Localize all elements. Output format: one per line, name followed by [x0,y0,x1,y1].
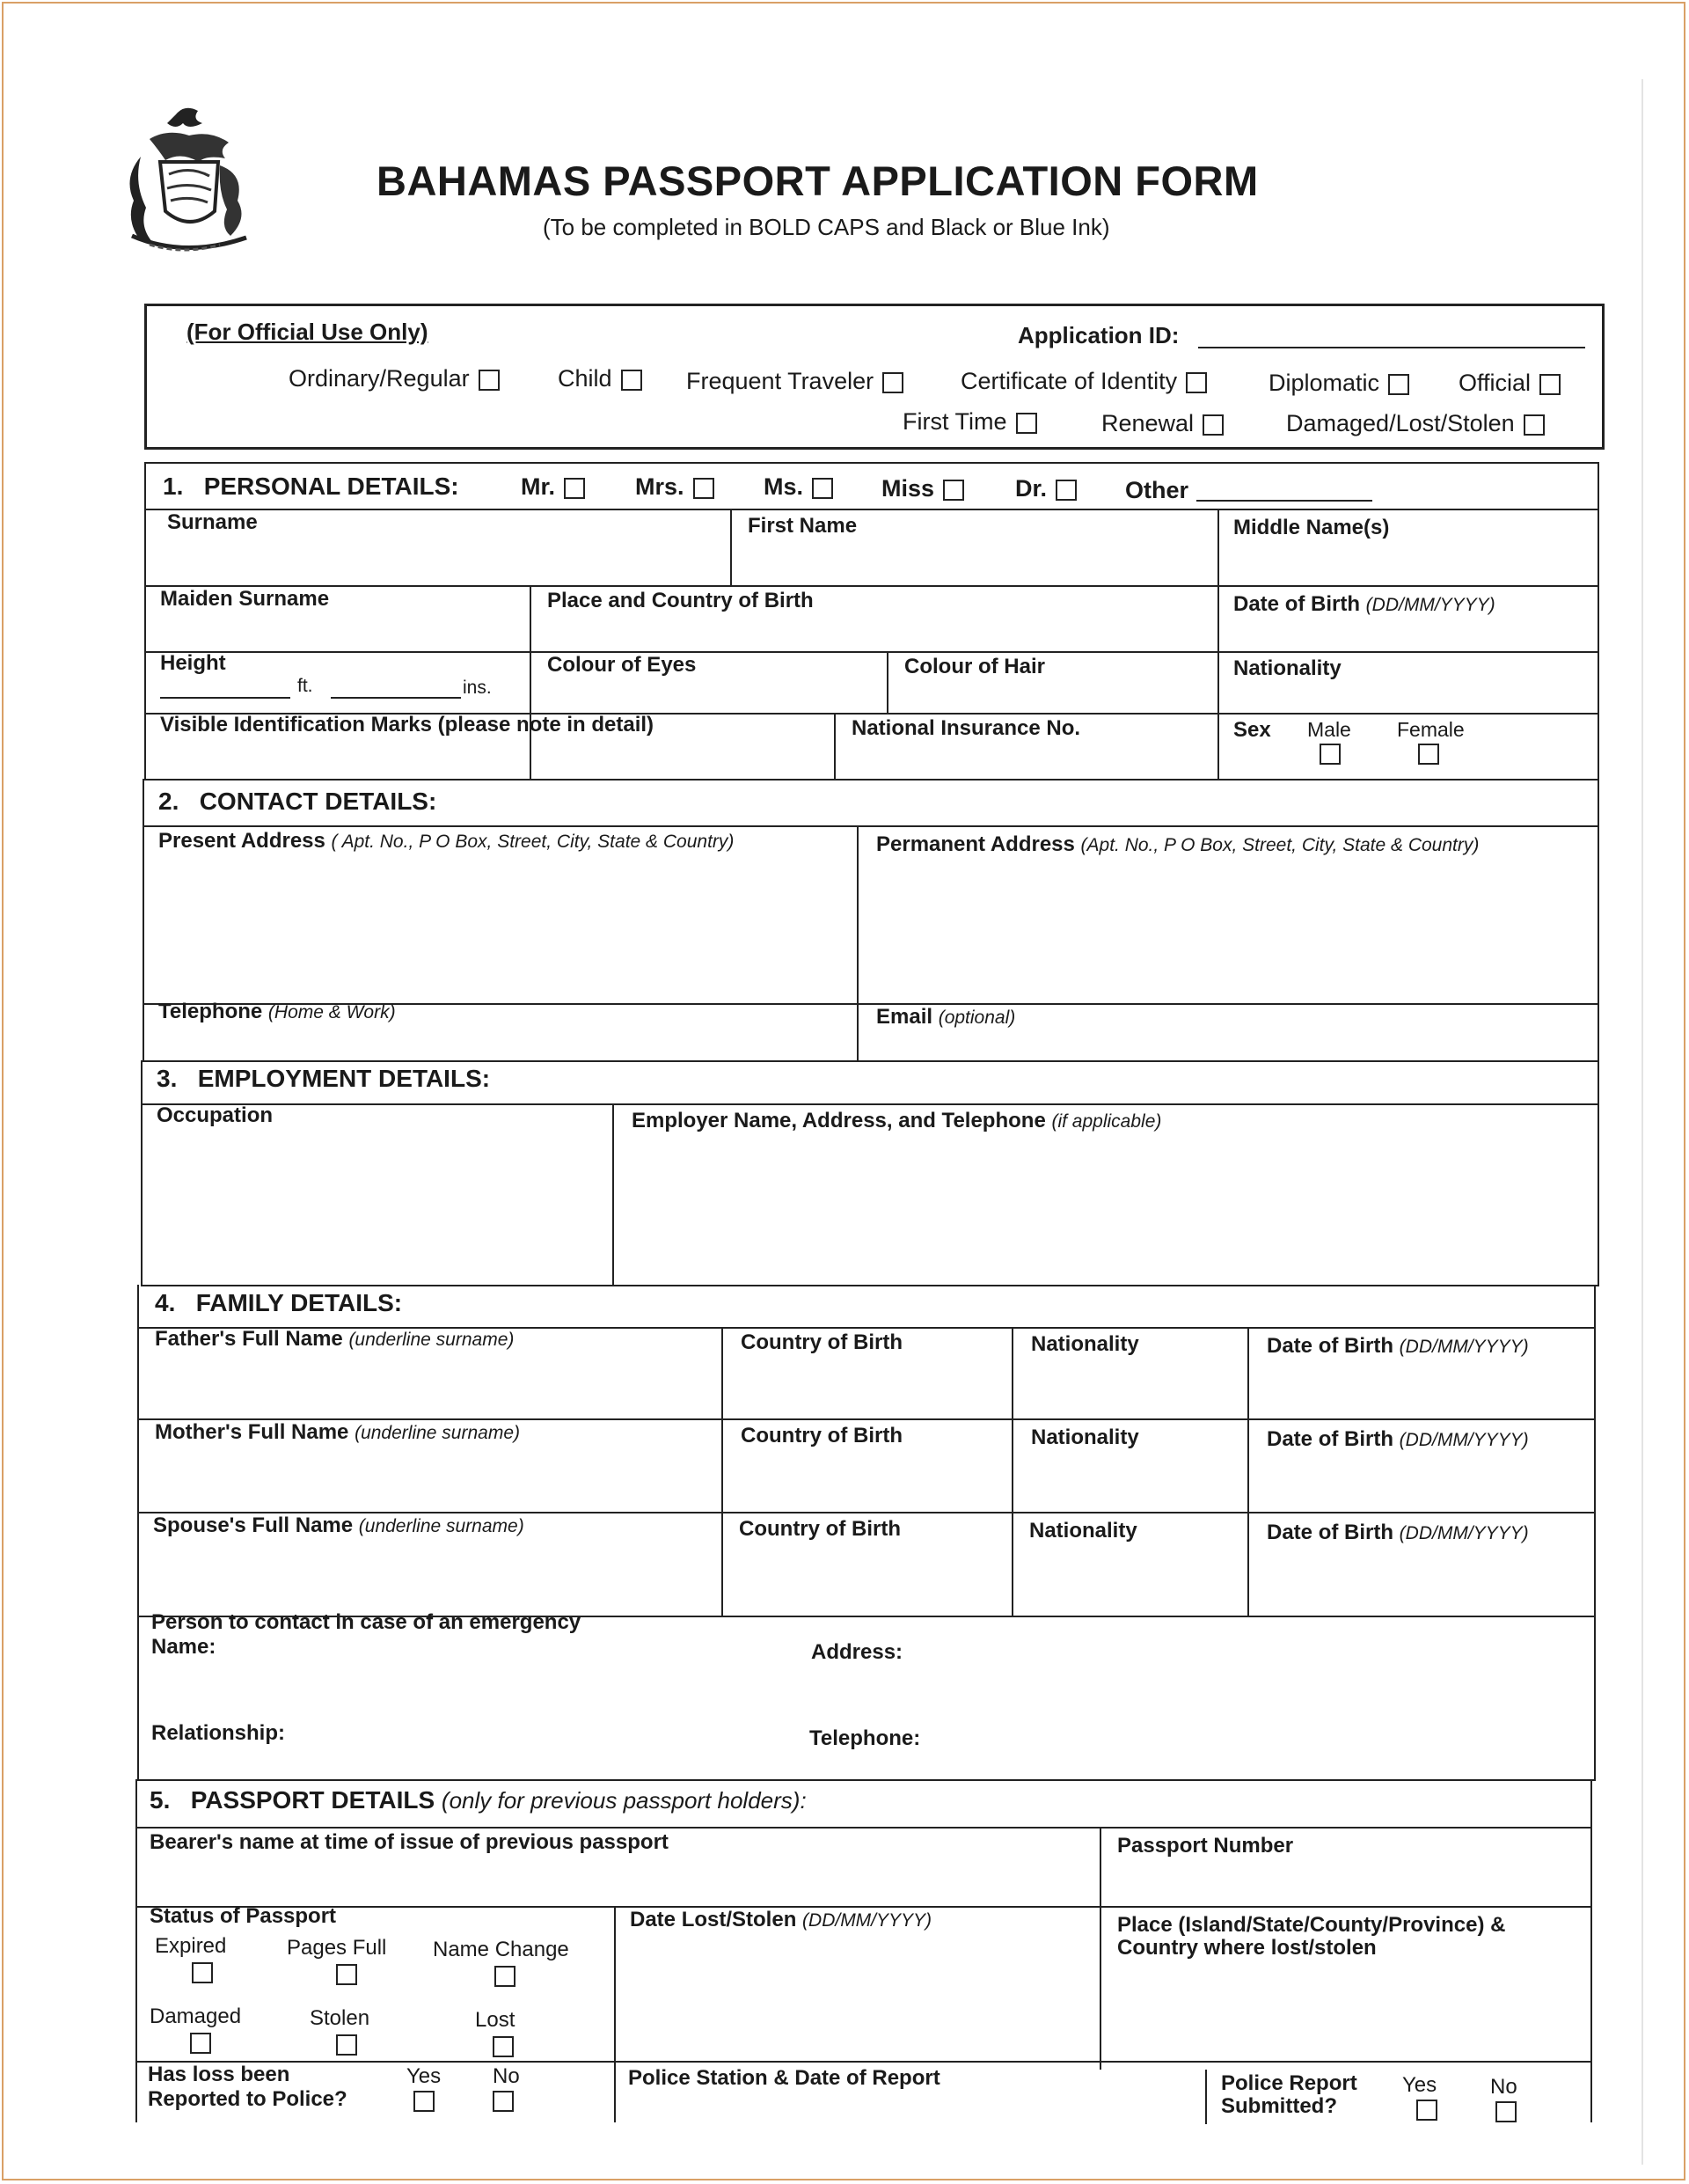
police-station-field[interactable] [618,2094,1198,2121]
police-report-no-label: No [1490,2075,1517,2099]
has-loss-label-2: Reported to Police? [148,2087,347,2111]
mother-name-label: Mother's Full Name (underline surname) [155,1420,521,1444]
middle-name-field[interactable] [1221,540,1596,584]
frequent-traveler-checkbox[interactable] [882,372,903,393]
passport-status-label: Status of Passport [150,1904,337,1928]
type-official[interactable]: Official [1459,370,1561,397]
marks-label: Visible Identification Marks (please note in detail) [160,713,654,737]
mr-checkbox[interactable] [564,478,585,499]
employer-label: Employer Name, Address, and Telephone (if applicable) [632,1109,1162,1132]
emergency-telephone-field[interactable] [938,1726,1575,1762]
occupation-field[interactable] [144,1137,609,1283]
colour-eyes-field[interactable] [533,683,883,713]
mrs-checkbox[interactable] [693,478,714,499]
expired-checkbox[interactable] [192,1962,213,1983]
passport-number-label: Passport Number [1117,1834,1294,1858]
mother-nationality-label: Nationality [1031,1425,1139,1449]
type-child[interactable]: Child [558,365,642,392]
spouse-name-field[interactable] [141,1545,718,1616]
title-mrs[interactable]: Mrs. [635,473,714,501]
date-lost-label: Date Lost/Stolen (DD/MM/YYYY) [630,1908,932,1931]
official-checkbox[interactable] [1539,374,1561,395]
section-3-heading: 3. EMPLOYMENT DETAILS: [157,1065,491,1092]
other-line[interactable] [1196,500,1372,502]
child-checkbox[interactable] [621,370,642,391]
father-nationality-field[interactable] [1015,1362,1244,1418]
surname-field[interactable] [146,540,727,584]
national-insurance-label: National Insurance No. [852,716,1081,740]
mother-dob-field[interactable] [1251,1457,1592,1512]
emergency-relationship-label: Relationship: [151,1721,286,1745]
section-4-heading: 4. FAMILY DETAILS: [155,1289,403,1316]
email-label: Email (optional) [876,1005,1016,1029]
email-field[interactable] [860,1031,1596,1059]
emergency-address-label: Address: [811,1640,903,1664]
official-use-label: (For Official Use Only) [186,319,428,345]
police-report-yes-checkbox[interactable] [1416,2100,1437,2121]
mother-country-birth-field[interactable] [725,1455,1008,1512]
police-station-label: Police Station & Date of Report [628,2066,940,2090]
ft-unit: ft. [297,676,313,696]
police-report-label-1: Police Report [1221,2071,1357,2095]
police-report-label-2: Submitted? [1221,2094,1337,2118]
colour-eyes-label: Colour of Eyes [547,653,697,677]
place-birth-label: Place and Country of Birth [547,589,814,612]
reported-yes-label: Yes [406,2064,442,2088]
spouse-dob-field[interactable] [1251,1550,1592,1616]
title-ms[interactable]: Ms. [764,473,833,501]
section-1-heading: 1. PERSONAL DETAILS: [163,473,459,500]
nationality-field[interactable] [1221,685,1596,713]
height-ins-field[interactable] [331,697,461,699]
pages-full-checkbox[interactable] [336,1964,357,1985]
type-certificate-identity[interactable]: Certificate of Identity [961,368,1207,395]
type-ordinary[interactable]: Ordinary/Regular [289,365,500,392]
maiden-surname-label: Maiden Surname [160,587,330,611]
father-dob-field[interactable] [1251,1364,1592,1418]
emergency-telephone-label: Telephone: [809,1726,921,1750]
bearer-name-label: Bearer's name at time of issue of previous passport [150,1830,669,1854]
telephone-field[interactable] [146,1030,853,1059]
mother-country-birth-label: Country of Birth [741,1424,903,1447]
application-id-line [1198,347,1585,348]
spouse-nationality-field[interactable] [1015,1549,1244,1616]
male-label: Male [1307,718,1351,741]
place-lost-label-1: Place (Island/State/County/Province) & [1117,1913,1506,1937]
diplomatic-checkbox[interactable] [1388,374,1409,395]
lost-checkbox[interactable] [493,2036,514,2057]
miss-checkbox[interactable] [943,480,964,501]
employer-field[interactable] [616,1140,1596,1283]
bahamas-coat-of-arms-emblem [114,104,255,258]
male-checkbox[interactable] [1320,744,1341,765]
telephone-label: Telephone (Home & Work) [158,1000,396,1023]
emergency-contact-label: Person to contact in case of an emergency [151,1610,581,1634]
stolen-checkbox[interactable] [336,2034,357,2056]
permanent-address-label: Permanent Address (Apt. No., P O Box, Street, City, State & Country) [876,832,1480,856]
certificate-identity-checkbox[interactable] [1186,372,1207,393]
first-name-field[interactable] [734,540,1214,584]
nationality-label: Nationality [1233,656,1342,680]
name-change-label: Name Change [433,1938,569,1961]
father-country-birth-label: Country of Birth [741,1330,903,1354]
pages-full-label: Pages Full [287,1936,387,1960]
father-nationality-label: Nationality [1031,1332,1139,1356]
place-birth-field[interactable] [533,616,1214,651]
dob-field[interactable] [1221,621,1596,651]
name-change-checkbox[interactable] [494,1966,515,1987]
damaged-label: Damaged [150,2004,242,2028]
title-mr[interactable]: Mr. [521,473,585,501]
middle-name-label: Middle Name(s) [1233,516,1390,539]
ordinary-checkbox[interactable] [479,370,500,391]
present-address-field[interactable] [146,862,853,1003]
father-name-label: Father's Full Name (underline surname) [155,1327,515,1351]
form-title: BAHAMAS PASSPORT APPLICATION FORM [377,158,1259,204]
height-ft-field[interactable] [160,697,290,699]
renewal-checkbox[interactable] [1203,414,1224,436]
section-5-heading: 5. PASSPORT DETAILS (only for previous passport holders): [150,1786,807,1814]
dob-label: Date of Birth (DD/MM/YYYY) [1233,592,1495,616]
spouse-nationality-label: Nationality [1029,1519,1137,1543]
spouse-country-birth-label: Country of Birth [739,1517,901,1541]
passport-number-field[interactable] [1103,1864,1589,1904]
reported-no-label: No [493,2064,520,2088]
title-other: Other [1125,477,1189,503]
spouse-name-label: Spouse's Full Name (underline surname) [153,1513,524,1537]
police-report-yes-label: Yes [1402,2073,1437,2097]
status-renewal[interactable]: Renewal [1101,410,1224,437]
ins-unit: ins. [463,678,492,698]
stolen-label: Stolen [310,2006,370,2030]
permanent-address-field[interactable] [860,866,1596,1003]
first-name-label: First Name [748,514,858,538]
mother-name-field[interactable] [141,1452,718,1512]
reported-yes-checkbox[interactable] [413,2091,435,2112]
type-frequent-traveler[interactable]: Frequent Traveler [686,368,903,395]
father-name-field[interactable] [141,1359,718,1418]
expired-label: Expired [155,1934,227,1958]
female-label: Female [1397,718,1465,741]
has-loss-label-1: Has loss been [148,2063,290,2086]
emergency-name-label: Name: [151,1635,216,1659]
mother-dob-label: Date of Birth (DD/MM/YYYY) [1267,1427,1529,1451]
title-miss[interactable]: Miss [881,475,964,502]
title-dr[interactable]: Dr. [1015,475,1077,502]
application-id-label: Application ID: [1018,322,1180,348]
type-diplomatic[interactable]: Diplomatic [1269,370,1409,397]
occupation-label: Occupation [157,1103,274,1127]
status-first-time[interactable]: First Time [903,408,1037,436]
reported-no-checkbox[interactable] [493,2091,514,2112]
mother-nationality-field[interactable] [1015,1455,1244,1512]
place-lost-label-2: Country where lost/stolen [1117,1936,1377,1960]
colour-hair-field[interactable] [890,683,1214,713]
emergency-name-field[interactable] [238,1635,765,1670]
spouse-country-birth-field[interactable] [725,1549,1008,1616]
sex-label: Sex [1233,718,1271,742]
height-label: Height [160,651,226,675]
marks-field[interactable] [146,741,830,776]
first-time-checkbox[interactable] [1016,413,1037,434]
date-lost-field[interactable] [618,1939,1096,2059]
bearer-name-field[interactable] [139,1860,1096,1904]
police-report-no-checkbox[interactable] [1495,2101,1517,2122]
form-subtitle: (To be completed in BOLD CAPS and Black or Blue Ink) [543,214,1110,240]
status-damaged-lost-stolen[interactable]: Damaged/Lost/Stolen [1286,410,1545,437]
damaged-lost-stolen-checkbox[interactable] [1524,414,1545,436]
dr-checkbox[interactable] [1056,480,1077,501]
emergency-address-field[interactable] [924,1640,1575,1675]
national-insurance-field[interactable] [837,744,1214,776]
ms-checkbox[interactable] [812,478,833,499]
page-edge-line [1641,79,1643,2165]
maiden-surname-field[interactable] [146,616,526,651]
spouse-dob-label: Date of Birth (DD/MM/YYYY) [1267,1521,1529,1544]
lost-label: Lost [475,2008,515,2032]
emergency-relationship-field[interactable] [310,1721,767,1756]
surname-label: Surname [167,510,258,534]
section-2-heading: 2. CONTACT DETAILS: [158,788,437,815]
place-lost-field[interactable] [1103,1966,1589,2059]
father-dob-label: Date of Birth (DD/MM/YYYY) [1267,1334,1529,1358]
female-checkbox[interactable] [1418,744,1439,765]
colour-hair-label: Colour of Hair [904,655,1045,678]
father-country-birth-field[interactable] [725,1362,1008,1418]
damaged-checkbox[interactable] [190,2033,211,2054]
present-address-label: Present Address ( Apt. No., P O Box, Street, City, State & Country) [158,829,735,853]
